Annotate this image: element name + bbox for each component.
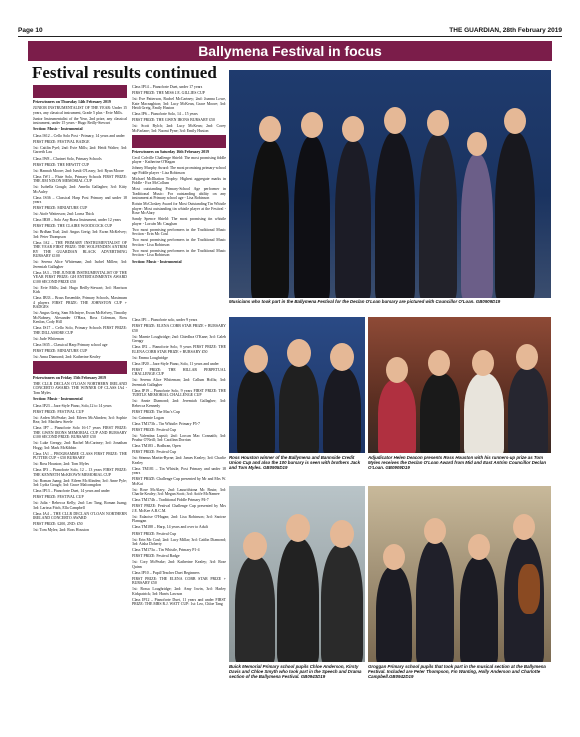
result-entry: Class IW1 – Flute Solo, Primary Schools FIRST PRIZE: THE JIM NIXON MEMORIAL CUP	[33, 174, 127, 184]
result-entry: FIRST PRIZE: Festival Cup	[132, 531, 177, 536]
figure	[237, 369, 275, 453]
figure-head	[244, 345, 268, 373]
figure	[420, 373, 460, 453]
result-entry: 1st: Julia - Rebecca Kelly; 2nd: Leo Tang, Roman Juang; 3rd: Larissa Fitch, Ella Campbell	[33, 501, 127, 510]
figure-head	[504, 108, 526, 134]
result-entry: FIRST PRIZE: Challenge Cup presented by Mr and Mrs W. McKai	[132, 477, 226, 486]
figure-head	[516, 344, 538, 370]
caption-photo-5: Groggan Primary school pupils that took part in the musical section at the Ballymena Festival. Included are Peter Thompson, Fin Wanting, Holly Anderson and Charlotte Campbell.GB0942D19	[368, 664, 546, 680]
result-entry: Class TM183 – Bodhran, Open	[132, 444, 181, 449]
result-entry: Cecil Colville Challenge Shield: The most promising fiddle player - Katherine O'Hagan	[132, 155, 226, 165]
photo-ross-houston-cup	[229, 317, 365, 453]
result-entry: Class TM173a – Tin Whistle, Primary P1-4	[132, 548, 200, 553]
section-label: Section: Music - Instrumental	[33, 127, 83, 132]
figure	[251, 140, 289, 298]
figure-head	[467, 132, 487, 156]
result-entry: Class IP19 – Pianoforte Solo, 9 years FIRST PRIZE: THE TURTLE MEMORIAL CHALLENGE CUP	[132, 388, 226, 398]
result-entry: 1st: Caimmie Logan	[132, 415, 164, 420]
result-entry: FIRST PRIZE: Festival Challenge Cup presented by Mrs J.E. McKee A.R.C.M.	[132, 504, 226, 513]
figure	[376, 566, 412, 662]
results-heading: Prizewinners on Friday 15th February 2019	[33, 375, 106, 380]
section-label: Section: Music - Instrumental	[33, 397, 83, 402]
figure-head	[286, 514, 310, 542]
result-entry: FIRST PRIZE: Festival Cup	[132, 427, 177, 432]
figure	[323, 367, 361, 453]
figure	[375, 132, 415, 298]
caption-photo-3: Adjudicator Helen Deacon presents Ross Houston with his runners-up prize as Tom Myles receives the Declan O'Loan Award from Mid and East Antrim Councillor Declan O'Loan. GB0909D19	[368, 455, 547, 471]
result-entry: 1st: Isobella Gough; 2nd: Amelia Gallagher; 3rd: Kitty McAuley	[33, 185, 127, 194]
result-entry: 1st: Tom Myles; 2nd: Ross Houston	[33, 528, 89, 533]
photo-award-presentation	[368, 317, 551, 453]
result-entry: Class TM173h – Tin Whistle: Primary P5-7	[132, 421, 200, 426]
figure-head	[383, 544, 405, 570]
caption-photo-2: Ross Houston winner of the Ballymena and Bannside Credit Union Cup and also the 100 bursary is seen with brothers Jack and Tom Myles. GB0905D19	[229, 455, 361, 471]
results-column-3	[132, 318, 226, 608]
result-entry: FIRST PRIZE: MINIATURE CUP	[33, 206, 88, 211]
result-entry: Class IA2 – THE PRIMARY INSTRUMENTALIST OF THE YEAR FIRST PRIZE: THE WOLFENDEN ANTRIM BY THE GUARDIAN BLACK ADVERTISING BURSARY £100	[33, 240, 127, 259]
header-rule	[18, 36, 562, 37]
result-entry: 1st: Scott Bylch; 2nd: Lucy McKean; 2nd: Corey McFarlane; 3rd: Naomi Pyne; 3rd: Emily Huston	[132, 124, 226, 133]
result-entry: Johnny Murphy Award: The most promising primary-school age Fiddle player - Lisa Robinson	[132, 166, 226, 175]
result-entry: Class IP3 – Pianoforte Solo, 12 – 13 years FIRST PRIZE: THE KENNETH McKEOWN MEMORIAL CUP	[33, 468, 127, 477]
result-entry: Most outstanding Primary-School Age performer in Traditional Music: For outstanding ability on any instrument at Primary school age - Lisa Robinson	[132, 187, 226, 201]
figure-head	[386, 357, 408, 383]
result-entry: Class IP10 – Pupil/Teacher Duet Beginners	[132, 570, 200, 575]
result-entry: Junior Instrumentalist of the Year, 2nd prize, any classical instrument, under 15 years - Hugo Reilly-Stewart	[33, 116, 127, 125]
result-entry: Two most promising performers in the Traditional Music Section - Lisa Robinson	[132, 238, 226, 247]
figure-head	[330, 343, 354, 371]
result-entry: 1st: Eve Patterson, Rachel McCartney; 2nd: Joanna Lowe, Kate Macnaghton; 3rd: Lucy McKean, Grace Moore; 3rd: Heidi Greig, Emily Huston	[132, 97, 226, 110]
result-entry: Class IW8 – Clarinet Solo, Primary Schools	[33, 156, 102, 161]
figure	[378, 379, 416, 453]
figure-head	[468, 534, 490, 560]
result-entry: Class IA4 – THE CLLR DECLAN O'LOAN NORTHERN IRELAND CONCERTO AWARD	[33, 511, 127, 521]
result-entry: 1st: Erin Mc Coul; 2nd: Lucy Millar; 3rd: Caitlin Diamond; 3rd: Aisha Doherty	[132, 537, 226, 547]
page-number: Page 10	[18, 27, 43, 34]
figure-head	[424, 518, 446, 544]
figure-head	[427, 110, 449, 136]
figure	[464, 373, 504, 453]
figure-head	[384, 107, 406, 134]
result-entry: FIRST PRIZE: THE MISS J.E. GILLIES CUP	[132, 91, 205, 96]
result-entry: THE CLLR DECLAN O'LOAN NORTHERN IRELAND CONCERTO AWARD: THE WINNER OF CLASS IA4 - Tom Myles	[33, 381, 127, 395]
results-heading: Prizewinners on Saturday 16th February 2019	[132, 149, 210, 154]
result-entry: Michael McIlhatton Trophy: Highest aggregate marks in Fiddle - Eva McCollum	[132, 176, 226, 186]
result-entry: 1st: Luke Greagy; 2nd: Rachel McCartney; 3rd: Jonathan Hogg; 3rd: Mark McKibbin	[33, 441, 127, 450]
caption-photo-1: Musicians who took part in the Ballymena Festival for the Declan O'Loan bursary are pictured with Councillor O'Loan. GB0909D19	[229, 299, 501, 304]
result-entry: FIRST PRIZE: FESTIVAL CUP	[33, 495, 84, 500]
result-entry: 1st: Caitlin Pyel; 2nd: Evie Mills; 2nd: Heidi Walter; 3rd: Garreth Lau	[33, 146, 127, 155]
result-entry: Class IP7 – Pianoforte Solo 16-17 years FIRST PRIZE: THE GWEN IRONS MEMORIAL CUP AND BURSARY £100 SECOND PRIZE: BURSARY £50	[33, 426, 127, 440]
cello-icon	[518, 564, 540, 614]
heading-bar	[132, 135, 226, 148]
figure-head	[428, 350, 450, 376]
figure	[277, 538, 319, 662]
result-entry: FIRST PRIZE: FESTIVAL BADGE	[33, 139, 90, 144]
result-entry: 1st: Annie Diamond; 2nd: Jeremiah Gallagher; 3rd: Rebecca Kennedy	[132, 399, 226, 408]
results-heading: Prizewinners on Thursday 14th February 2019	[33, 100, 111, 104]
result-entry: 1st: Ross Houston; 2nd: Tom Myles	[33, 462, 89, 467]
result-entry: 1st: Cory McPeake; 2nd: Katherine Kealey; 3rd: Rose Quinn	[132, 560, 226, 569]
paper-date: THE GUARDIAN, 28th February 2019	[449, 27, 562, 34]
figure-head	[472, 350, 494, 376]
result-entry: Class TM174b – Traditional Fiddle Primary P4-7	[132, 498, 209, 503]
result-entry: Class IS35 – Classical Harp Primary school age	[33, 342, 108, 347]
figure	[419, 134, 457, 298]
figure	[335, 140, 371, 298]
figure	[508, 367, 548, 453]
figure	[461, 154, 493, 298]
result-entry: Class IS12 – Cello Solo Post - Primary, 14 years and under	[33, 133, 125, 138]
result-entry: Class IB38 – Solo Any Brass Instrument, under 12 years	[33, 218, 121, 223]
figure-head	[287, 339, 311, 367]
heading-bar	[33, 85, 127, 98]
result-entry: JUNIOR INSTRUMENTALIST OF THE YEAR: Under 15 years, any classical instrument, Grade 5 plus - Evie Mills.	[33, 106, 127, 115]
figure-head	[513, 514, 535, 540]
result-entry: Roisin McCloskey Award for Most Outstanding Tin Whistle player: Most outstanding tin whistle player at the Festival - Rose McAlary	[132, 202, 226, 216]
result-entry: FIRST PRIZE: ELENA COBB STAR PRIZE + BURSARY £50	[132, 324, 226, 333]
figure-head	[330, 520, 354, 548]
result-entry: 1st: Serena Alice Whiteman; 2nd: Callum Hollis; 3rd: Jeremiah Gallagher	[132, 378, 226, 387]
result-entry: Class TM181 – Tin Whistle, Post Primary and under 18 years	[132, 466, 226, 476]
result-entry: Class IP2 – Pianoforte Solo, 9 years FIRST PRIZE: THE ELENA COBB STAR PRIZE + BURSARY £50	[132, 345, 226, 354]
photo-buick-memorial-pupils	[229, 486, 365, 662]
result-entry: 1st: Marnie Loughridge; 2nd: Chiedhra O'Kane; 3rd: Caleb Greagy	[132, 334, 226, 343]
figure	[294, 136, 330, 298]
result-entry: 1st: Serena Alice Whiteman; 2nd: Isobel Millen; 3rd: Jeremiah Gallagher	[33, 260, 127, 269]
result-entry: Two most promising performers in the Traditional Music Section - Lisa Robinson	[132, 248, 226, 258]
result-entry: 1st: Emma Loughridge	[132, 355, 168, 360]
heading-bar	[33, 361, 127, 374]
result-entry: 1st: Evie Mills; 2nd: Hugo Reilly-Stewart; 3rd: Harrison Kirk	[33, 285, 127, 295]
result-entry: Class IP20 – Jazz-Style Piano, Solo, 11 years and under	[132, 361, 219, 366]
result-entry: 1st: Hannah Moore; 2nd: Iseult O'Leary; 3rd: Ryan Moore	[33, 168, 124, 173]
result-entry: FIRST PRIZE: THE ELENA COBB STAR PRIZE + BURSARY £50	[132, 576, 226, 586]
photo-musicians-group	[229, 70, 551, 298]
result-entry: Class IP6 – Pianoforte Solo, 14 – 15 years	[132, 112, 198, 117]
result-entry: FIRST PRIZE: THE GWEN IRONS BURSARY £50	[132, 118, 215, 123]
caption-photo-4: Buick Memorial Primary school pupils Chloe Anderson, Kirsty Davis and Chloe Smyth who took part in the Speech and Drama section of the Ballymena Festival. GB0943D19	[229, 664, 362, 680]
page-title: Festival results continued	[32, 63, 217, 82]
figure-head	[259, 116, 281, 142]
result-entry: FIRST PRIZE: THE HEWITT CUP	[33, 162, 90, 167]
result-entry: Class IP12 – Pianoforte Duet, 11 years and under FIRST PRIZE: THE MRS R.J. WATT CUP: 1st: Leo, Chloe Tang	[132, 597, 226, 607]
section-banner: Ballymena Festival in focus	[28, 41, 552, 61]
result-entry: FIRST PRIZE: MINIATURE CUP	[33, 348, 88, 353]
result-entry: 1st: Valentina Lupsić; 2nd: Lorcan Mac Connaith; 3rd: Prudur O'Neill; 3rd: Caoilinn Dorrian	[132, 433, 226, 443]
result-entry: 1st: Aiofe Watterson; 2nd: Lorna Thick	[33, 212, 95, 217]
result-entry: 1st: Anna Diamond; 2nd: Katherine Kealey	[33, 354, 101, 359]
result-entry: 1st: Arden McPeake; 2nd: Eileen McAlinden; 3rd: Sophie Rea; 3rd: Matthew Steele	[33, 415, 127, 425]
result-entry: Class IP13 – Pianoforte Duet, 14 years and under	[33, 489, 110, 494]
result-entry: 1st: Rossa Loughridge; 2nd: Amy Irwin, 3rd: Harley Kirkpatrick; 3rd: Harris Lawson	[132, 587, 226, 596]
result-entry: 1st: Rose McAlary; 2nd: Lauurithiona Mc Bruin; 3rd: Charlie Kealey; 3rd: Megan Scott; 3rd: Aoife McNamee	[132, 487, 226, 497]
figure	[495, 132, 535, 298]
result-entry: 1st: Angus Greig, Sam McIntyre, Ewan McKelvey, Timothy McNabney, Alexander O'Hara, Ross Coleman, Ross Kenlon, Cody Hill	[33, 311, 127, 325]
figure	[416, 540, 454, 662]
figure	[279, 363, 319, 453]
result-entry: FIRST PRIZE: Festival Cup	[132, 450, 177, 455]
result-entry: Class IP1 – Pianoforte solo, under 9 years	[132, 318, 198, 322]
result-entry: 1st: Séamus Martin-Byrne; 2nd: James Kealey; 3rd: Charlie Kealey	[132, 456, 226, 465]
results-column-2	[132, 85, 226, 266]
figure	[235, 556, 275, 662]
result-entry: Class IA1 – PROGRAMME CLASS FIRST PRIZE: THE PUTTER CUP + £50 BURSARY	[33, 451, 127, 461]
result-entry: FIRST PRIZE: THE CLAIRE WOODCOCK CUP	[33, 224, 113, 229]
section-label: Section: Music - Instrumental	[132, 259, 182, 264]
result-entry: FIRST PRIZE: Festival Badge	[132, 554, 180, 559]
result-entry: Class IS17 – Cello Solo, Primary Schools FIRST PRIZE: THE DILLAMORE CUP	[33, 326, 127, 335]
result-entry: Class IB33 – Brass Ensemble, Primary Schools, Maximum 4 players FIRST PRIZE: THE JOHNSTON CUP + BADGES	[33, 296, 127, 310]
result-entry: Class IP23 – Jazz-Style Piano, Solo,12 to 14 years	[33, 403, 112, 408]
figure	[460, 556, 498, 662]
figure-head	[243, 532, 267, 560]
results-column-1	[33, 85, 127, 534]
result-entry: 1st: Brdhan Toal; 2nd: Angus Greig; 3rd: Ewan McKelvey; 3rd: Peter Thompson	[33, 230, 127, 239]
figure-head	[301, 112, 323, 138]
figure	[321, 544, 363, 662]
result-entry: Class IP14 – Pianoforte Duet, under 17 years	[132, 85, 203, 89]
result-entry: Class IS36 – Classical Harp Post Primary and under 18 years	[33, 195, 127, 205]
result-entry: FIRST PRIZE: The Mac's Cup	[132, 409, 180, 414]
result-entry: FIRST PRIZE: THE HILLAR PERPETUAL CHALLENGE CUP	[132, 367, 226, 377]
result-entry: 1st: Roman Juang; 2nd: Eileen McAlinden; 3rd: Anne Pyle; 3rd: Lydia Gough; 3rd: Grace Malcomgdon	[33, 478, 127, 488]
result-entry: Class IA3 – THE JUNIOR INSTRUMENTALIST OF THE YEAR FIRST PRIZE: GH ENTERTAINMENTS AWARD £100 SECOND PRIZE £50	[33, 270, 127, 284]
result-entry: FIRST PRIZE: FESTIVAL CUP	[33, 409, 84, 414]
result-entry: Two most promising performers in the Traditional Music Section - Erin Mc Coul	[132, 227, 226, 237]
result-entry: 1st: Jude Whiteman	[33, 336, 64, 341]
figure-head	[342, 116, 364, 142]
result-entry: FIRST PRIZE: £200, 2ND: £50	[33, 522, 83, 527]
photo-groggan-pupils	[368, 486, 551, 662]
result-entry: Class TM188 – Harp, 14 years and over to Adult	[132, 525, 208, 530]
result-entry: 1st: Ealaoise O'Hagan; 2nd: Lisa Robinson; 3rd: Saoirse Flanagan	[132, 514, 226, 524]
result-entry: Sandy Spence Shield: The most promising tin whistle player - Lorcán Mc Caughan	[132, 217, 226, 226]
